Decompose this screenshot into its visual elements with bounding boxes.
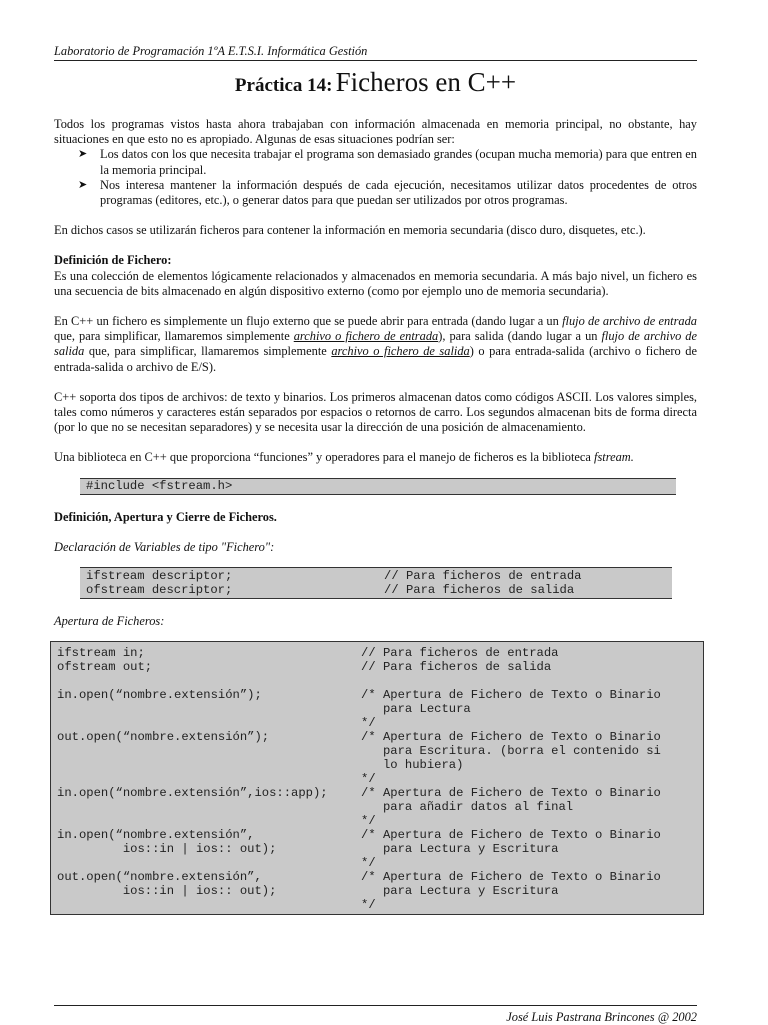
library-paragraph	[54, 450, 697, 465]
definition-paragraph: Es una colección de elementos lógicamente relacionados y almacenados en memoria secundaria. A más bajo nivel, un fichero es una secuencia de bits almacenado en algún dispositivo externo (como por ejemplo uno de memoria secundaria).	[54, 268, 697, 298]
list-item	[54, 178, 697, 208]
document-page	[54, 0, 697, 1024]
bullet-text: Nos interesa mantener la información después de cada ejecución, necesitamos utilizar datos procedentes de otros programas (editores, etc.), o generar datos para que puedan ser utilizados por otros programas.	[100, 177, 697, 208]
code-statement: out.open(“nombre.extensión”, ios::in | ios:: out);	[57, 870, 277, 899]
intro-paragraph: Todos los programas vistos hasta ahora trabajaban con información almacenada en memoria principal, no obstante, hay situaciones en que esto no es apropiado. Algunas de esas situaciones podrían ser:	[54, 117, 697, 147]
text-run: ), para salida (dando lugar a un	[438, 329, 602, 344]
code-line	[57, 688, 703, 730]
library-name: fstream.	[594, 450, 634, 465]
code-blank-line	[57, 674, 703, 688]
italic-term: flujo de archivo de salida	[54, 329, 697, 359]
declaration-code-block	[80, 567, 672, 599]
code-comment: /* Apertura de Fichero de Texto o Binario para Lectura y Escritura */	[361, 870, 661, 913]
arrow-bullet-icon: ➤	[78, 178, 88, 191]
code-line	[57, 828, 703, 870]
list-item	[54, 147, 697, 177]
code-comment: // Para ficheros de entrada	[384, 569, 582, 584]
code-comment: /* Apertura de Fichero de Texto o Binario para Lectura */	[361, 688, 661, 731]
code-line	[57, 730, 703, 786]
arrow-bullet-icon: ➤	[78, 148, 88, 161]
code-comment: /* Apertura de Fichero de Texto o Binario para Escritura. (borra el contenido si lo hubiera) */	[361, 730, 661, 787]
bullet-text: Los datos con los que necesita trabajar el programa son demasiado grandes (ocupan mucha memoria) para que entren en la memoria principal.	[100, 147, 697, 177]
code-line	[86, 583, 672, 597]
code-statement: ofstream descriptor;	[86, 583, 233, 598]
code-comment: // Para ficheros de salida	[384, 583, 575, 598]
cases-paragraph: En dichos casos se utilizarán ficheros para contener la información en memoria secundaria (disco duro, disquetes, etc.).	[54, 223, 646, 238]
text-run: que, para simplificar, llamaremos simplemente	[54, 329, 294, 344]
code-statement: in.open(“nombre.extensión”,ios::app);	[57, 786, 328, 801]
code-line	[57, 870, 703, 912]
text-run: En C++ un fichero es simplemente un flujo externo que se puede abrir para entrada (dando lugar a un	[54, 314, 563, 329]
text-run: ) o para entrada-salida (archivo o fichero de entrada-salida o archivo de E/S).	[54, 344, 697, 374]
text-run: Una biblioteca en C++ que proporciona “funciones” y operadores para el manejo de ficheros es la biblioteca	[54, 450, 595, 465]
code-line	[57, 660, 703, 674]
code-statement: out.open(“nombre.extensión”);	[57, 730, 270, 745]
declaration-label: Declaración de Variables de tipo "Fichero":	[54, 539, 275, 554]
file-types-paragraph: C++ soporta dos tipos de archivos: de texto y binarios. Los primeros almacenan datos como códigos ASCII. Los valores simples, tales como números y caracteres están separados por espacios o retornos de carro. Los segundos almacenan bits de forma directa (por lo que no se necesitan separadores) y se necesita usar la dirección de una posición de almacenamiento.	[54, 389, 697, 435]
title-main: Ficheros en C++	[335, 67, 517, 97]
code-statement: ifstream in;	[57, 646, 145, 661]
page-header: Laboratorio de Programación 1ºA E.T.S.I. Informática Gestión	[54, 44, 697, 61]
code-comment: /* Apertura de Fichero de Texto o Binario para añadir datos al final */	[361, 786, 661, 829]
include-code-block	[80, 478, 676, 495]
footer-divider	[54, 1005, 697, 1006]
section-heading: Definición, Apertura y Cierre de Ficheros.	[54, 509, 277, 524]
underlined-term: archivo o fichero de salida	[331, 344, 470, 359]
code-line	[86, 569, 672, 583]
opening-label: Apertura de Ficheros:	[54, 614, 165, 629]
page-title	[54, 67, 697, 98]
code-line	[57, 646, 703, 660]
italic-term: flujo de archivo de entrada	[562, 314, 698, 329]
intro-bullet-list	[54, 147, 697, 208]
underlined-term: archivo o fichero de entrada	[293, 329, 439, 344]
definition-heading: Definición de Fichero:	[54, 253, 172, 268]
code-statement: in.open(“nombre.extensión”, ios::in | ios:: out);	[57, 828, 277, 857]
title-prefix: Práctica 14:	[234, 75, 333, 96]
code-statement: ofstream out;	[57, 660, 153, 675]
code-comment: // Para ficheros de salida	[361, 660, 552, 675]
stream-paragraph	[54, 314, 697, 375]
code-comment: // Para ficheros de entrada	[361, 646, 559, 661]
opening-code-block	[50, 641, 704, 915]
document-body	[54, 117, 697, 915]
code-statement: ifstream descriptor;	[86, 569, 233, 584]
code-line	[57, 786, 703, 828]
code-comment: /* Apertura de Fichero de Texto o Binario para Lectura y Escritura */	[361, 828, 661, 871]
text-run: que, para simplificar, llamaremos simplemente	[84, 344, 332, 359]
page-footer: José Luis Pastrana Brincones @ 2002	[506, 1010, 697, 1024]
code-line: #include <fstream.h>	[86, 478, 233, 493]
code-statement: in.open(“nombre.extensión”);	[57, 688, 262, 703]
